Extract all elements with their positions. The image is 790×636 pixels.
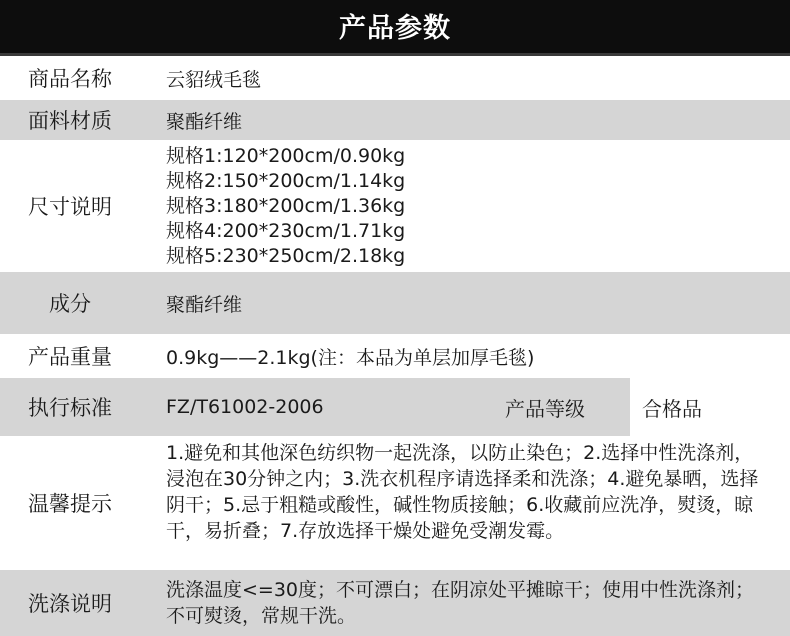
size-spec-line: 规格5:230*250cm/2.18kg [166, 244, 406, 267]
size-spec-line: 规格2:150*200cm/1.14kg [166, 169, 406, 192]
row-label: 商品名称 [28, 67, 112, 91]
size-spec-list [166, 140, 405, 272]
row-label: 执行标准 [28, 396, 112, 420]
section-title [0, 0, 790, 56]
row-value: 云貂绒毛毯 [166, 68, 262, 91]
row-value: 聚酯纤维 [166, 110, 243, 133]
row-weight [0, 334, 790, 378]
row-size [0, 140, 790, 272]
row-composition [0, 272, 790, 334]
row-label: 面料材质 [28, 109, 112, 133]
row-value: 聚酯纤维 [166, 293, 243, 316]
row-standard [0, 378, 790, 436]
row-label: 尺寸说明 [28, 195, 112, 219]
size-spec-line: 规格1:120*200cm/0.90kg [166, 144, 406, 167]
row-label: 温馨提示 [28, 492, 112, 516]
row-label: 产品重量 [28, 345, 112, 369]
row-washing [0, 570, 790, 636]
row-label: 洗涤说明 [28, 592, 112, 616]
grade-label: 产品等级 [505, 396, 585, 421]
row-tips [0, 436, 790, 570]
row-value: FZ/T61002-2006 [166, 396, 324, 418]
size-spec-line: 规格3:180*200cm/1.36kg [166, 194, 406, 217]
grade-value: 合格品 [630, 378, 790, 436]
section-title-text: 产品参数 [339, 13, 451, 44]
tips-text: 1.避免和其他深色纺织物一起洗涤，以防止染色；2.选择中性洗涤剂，浸泡在30分钟之内；3.洗衣机程序请选择柔和洗涤；4.避免暴晒，选择阴干；5.忌于粗糙或酸性，碱性物质接触；6.收藏前应洗净，熨烫，晾干，易折叠；7.存放选择干燥处避免受潮发霉。 [166, 442, 759, 542]
row-product-name [0, 56, 790, 100]
washing-text: 洗涤温度<=30度；不可漂白；在阴凉处平摊晾干；使用中性洗涤剂；不可熨烫，常规干洗。 [166, 579, 755, 627]
row-value: 0.9kg——2.1kg(注：本品为单层加厚毛毯) [166, 346, 535, 369]
row-label: 成分 [49, 292, 91, 316]
row-fabric [0, 100, 790, 140]
size-spec-line: 规格4:200*230cm/1.71kg [166, 219, 406, 242]
